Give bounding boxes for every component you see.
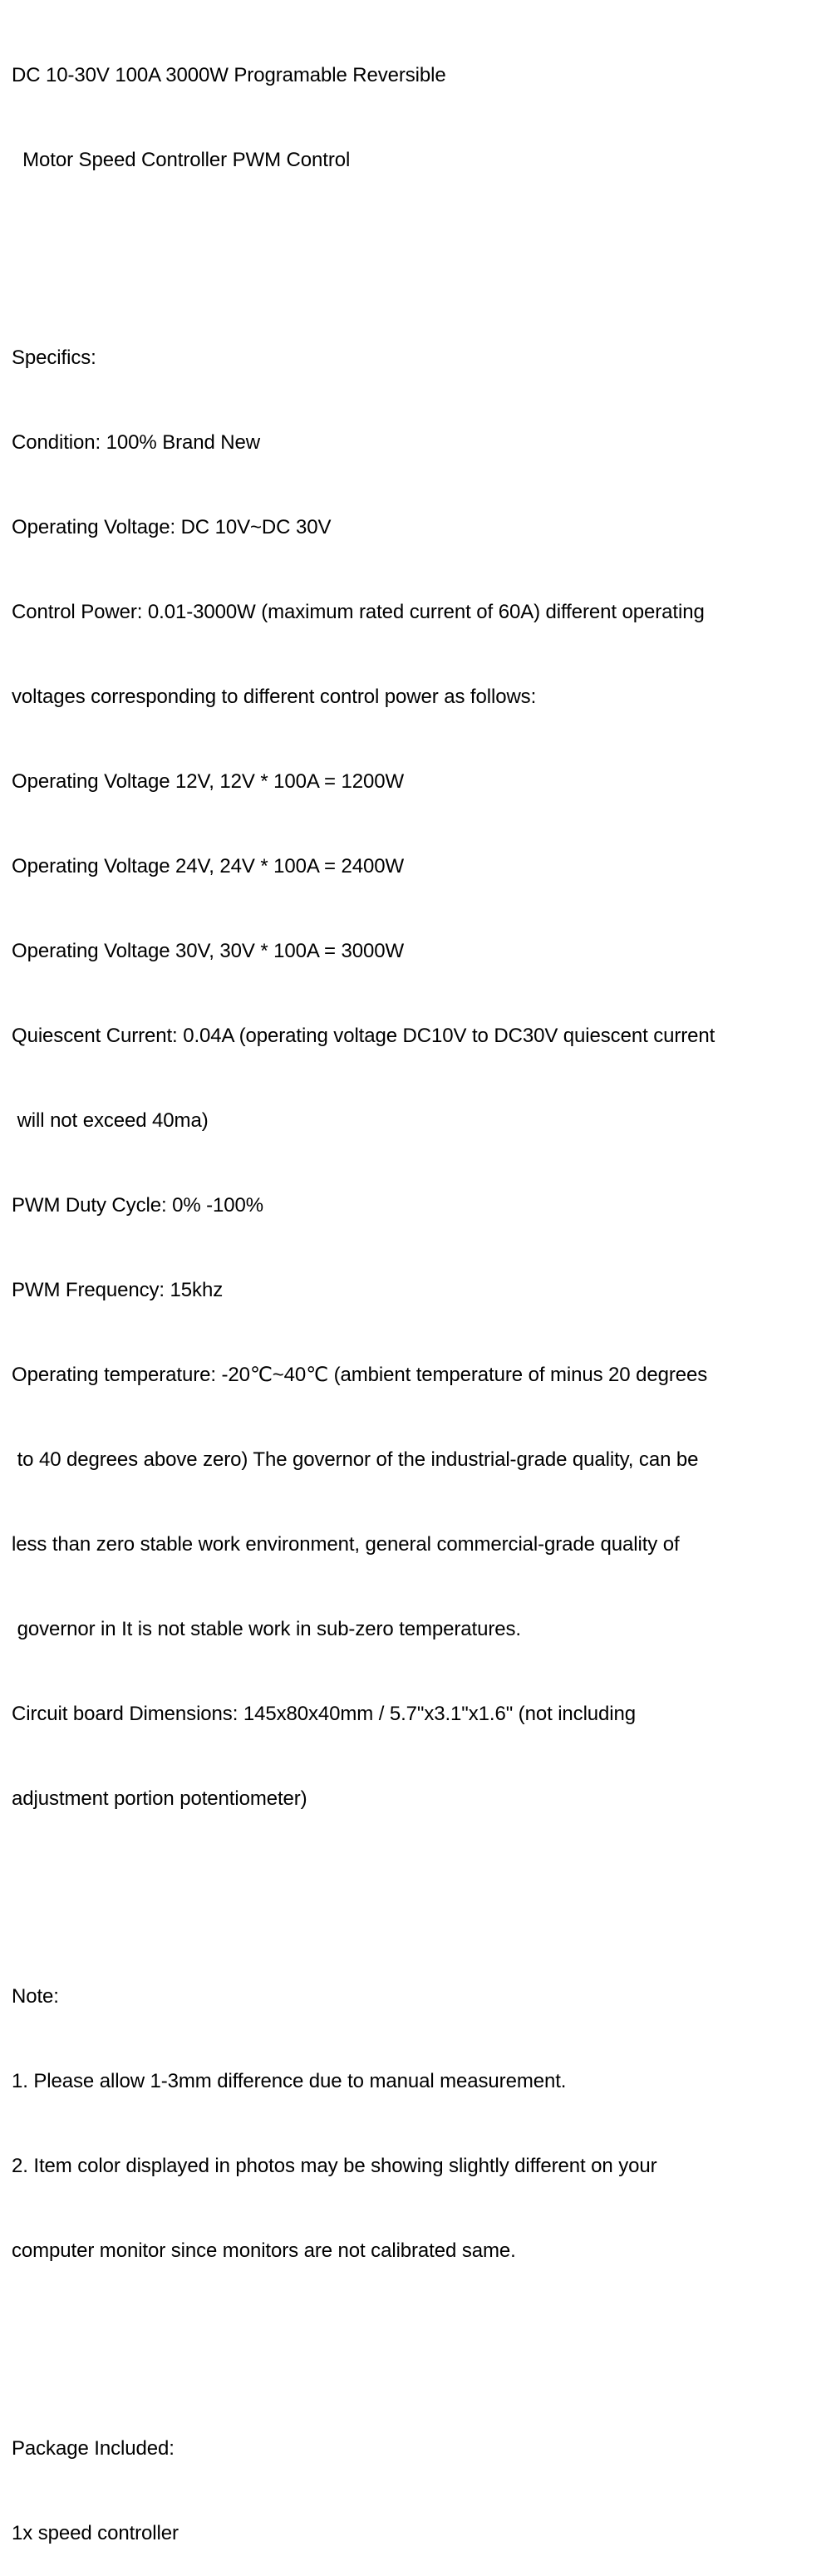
spacer: [12, 1870, 829, 1898]
spec-dimensions: Circuit board Dimensions: 145x80x40mm / 5.7"x3.1"x1.6" (not including: [12, 1703, 637, 1725]
spacer: [12, 231, 829, 259]
note-item-2: 2. Item color displayed in photos may be showing slightly different on your: [12, 2155, 657, 2177]
spec-control-power: Control Power: 0.01-3000W (maximum rated current of 60A) different operating: [12, 601, 705, 623]
spec-quiescent-current: Quiescent Current: 0.04A (operating voltage DC10V to DC30V quiescent current: [12, 1025, 715, 1047]
spec-voltage-12v: Operating Voltage 12V, 12V * 100A = 1200W: [12, 770, 405, 793]
spec-control-power-cont: voltages corresponding to different control power as follows:: [12, 686, 537, 708]
spec-operating-voltage: Operating Voltage: DC 10V~DC 30V: [12, 516, 332, 538]
title-line-1: DC 10-30V 100A 3000W Programable Reversible: [12, 64, 446, 86]
spec-operating-temperature-cont-3: governor in It is not stable work in sub-zero temperatures.: [12, 1618, 521, 1640]
product-description: [12, 5, 829, 2576]
package-heading: Package Included:: [12, 2437, 175, 2460]
spec-operating-temperature-cont-2: less than zero stable work environment, general commercial-grade quality of: [12, 1533, 680, 1556]
note-heading: Note:: [12, 1985, 59, 2008]
spec-operating-temperature: Operating temperature: -20℃~40℃ (ambient temperature of minus 20 degrees: [12, 1364, 708, 1386]
spec-quiescent-current-cont: will not exceed 40ma): [12, 1109, 209, 1132]
package-item-1: 1x speed controller: [12, 2522, 179, 2544]
note-item-1: 1. Please allow 1-3mm difference due to manual measurement.: [12, 2070, 567, 2092]
specifics-heading: Specifics:: [12, 347, 96, 369]
spec-voltage-24v: Operating Voltage 24V, 24V * 100A = 2400W: [12, 855, 405, 878]
spacer: [12, 2322, 829, 2350]
spec-pwm-duty-cycle: PWM Duty Cycle: 0% -100%: [12, 1194, 264, 1217]
spec-pwm-frequency: PWM Frequency: 15khz: [12, 1279, 224, 1301]
spec-condition: Condition: 100% Brand New: [12, 431, 261, 454]
title-line-2: Motor Speed Controller PWM Control: [12, 149, 351, 171]
note-item-2-cont: computer monitor since monitors are not calibrated same.: [12, 2239, 516, 2262]
spec-dimensions-cont: adjustment portion potentiometer): [12, 1787, 307, 1810]
spec-operating-temperature-cont-1: to 40 degrees above zero) The governor of the industrial-grade quality, can be: [12, 1448, 699, 1471]
spec-voltage-30v: Operating Voltage 30V, 30V * 100A = 3000W: [12, 940, 405, 962]
